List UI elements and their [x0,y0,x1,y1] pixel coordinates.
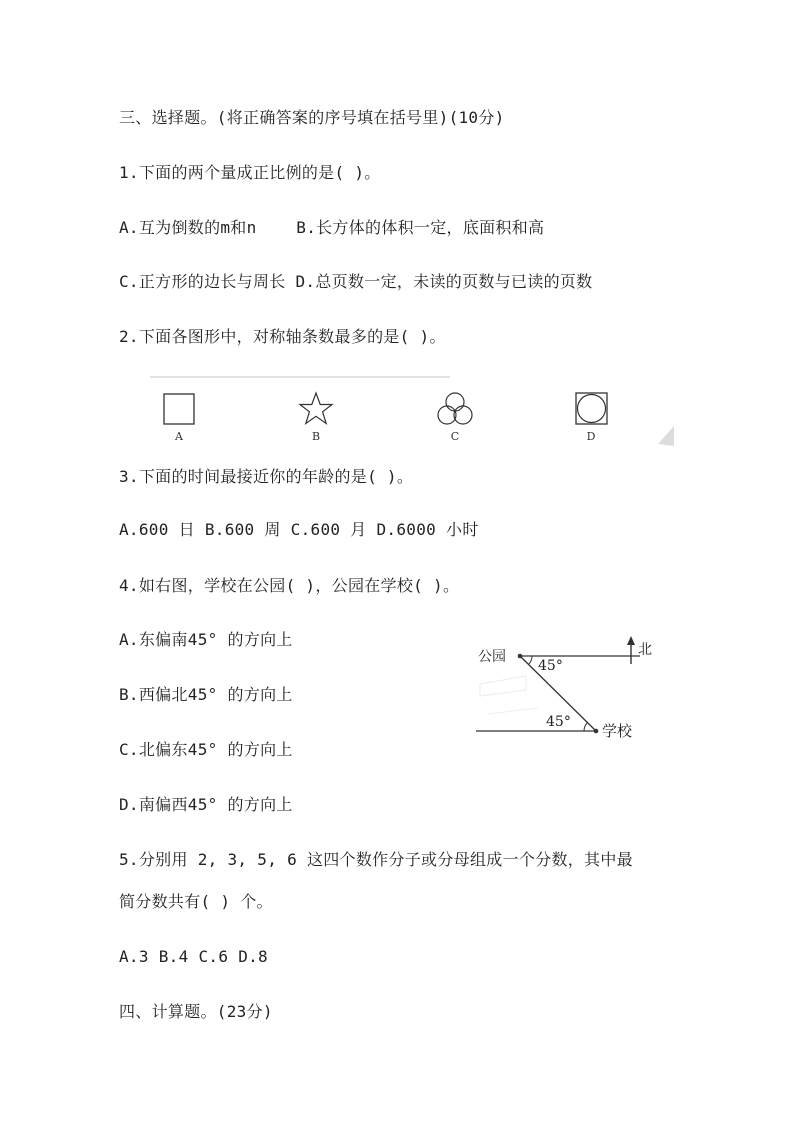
shape-label-d: D [586,430,596,443]
question-4-stem: 4.如右图，学校在公园( )，公园在学校( )。 [119,576,460,595]
angle-label-top: 45° [538,658,563,674]
question-3-stem: 3.下面的时间最接近你的年龄的是( )。 [119,467,414,486]
question-4-option-a: A.东偏南45° 的方向上 [119,630,293,649]
star-icon [300,393,332,424]
shape-label-c: C [450,430,460,443]
north-label: 北 [638,642,652,658]
school-label: 学校 [602,722,633,740]
question-5-stem-line-1: 5.分别用 2, 3, 5, 6 这四个数作分子或分母组成一个分数，其中最 [119,850,633,869]
shape-label-b: B [311,430,321,443]
section-3-heading: 三、选择题。(将正确答案的序号填在括号里)(10分) [119,108,505,127]
symmetry-shapes-figure [150,374,674,446]
park-label: 公园 [478,649,506,665]
question-5-stem-line-2: 简分数共有( ) 个。 [119,892,273,911]
shape-label-a: A [175,430,183,443]
question-4-option-d: D.南偏西45° 的方向上 [119,795,293,814]
question-1-options-ab: A.互为倒数的m和n B.长方体的体积一定，底面积和高 [119,218,545,237]
section-4-heading: 四、计算题。(23分) [119,1002,273,1021]
direction-map-figure [468,628,680,776]
question-2-stem: 2.下面各图形中，对称轴条数最多的是( )。 [119,327,446,346]
three-circles-icon [438,393,472,424]
school-point [594,729,599,734]
question-5-options: A.3 B.4 C.6 D.8 [119,947,268,966]
question-1-options-cd: C.正方形的边长与周长 D.总页数一定，未读的页数与已读的页数 [119,272,593,291]
square-icon [164,394,194,424]
angle-label-bottom: 45° [546,714,571,730]
question-4-option-c: C.北偏东45° 的方向上 [119,740,293,759]
question-1-stem: 1.下面的两个量成正比例的是( )。 [119,163,381,182]
question-3-options: A.600 日 B.600 周 C.600 月 D.6000 小时 [119,520,479,539]
question-4-option-b: B.西偏北45° 的方向上 [119,685,293,704]
circle-in-square-icon [576,393,607,424]
north-arrow-icon [627,636,635,664]
